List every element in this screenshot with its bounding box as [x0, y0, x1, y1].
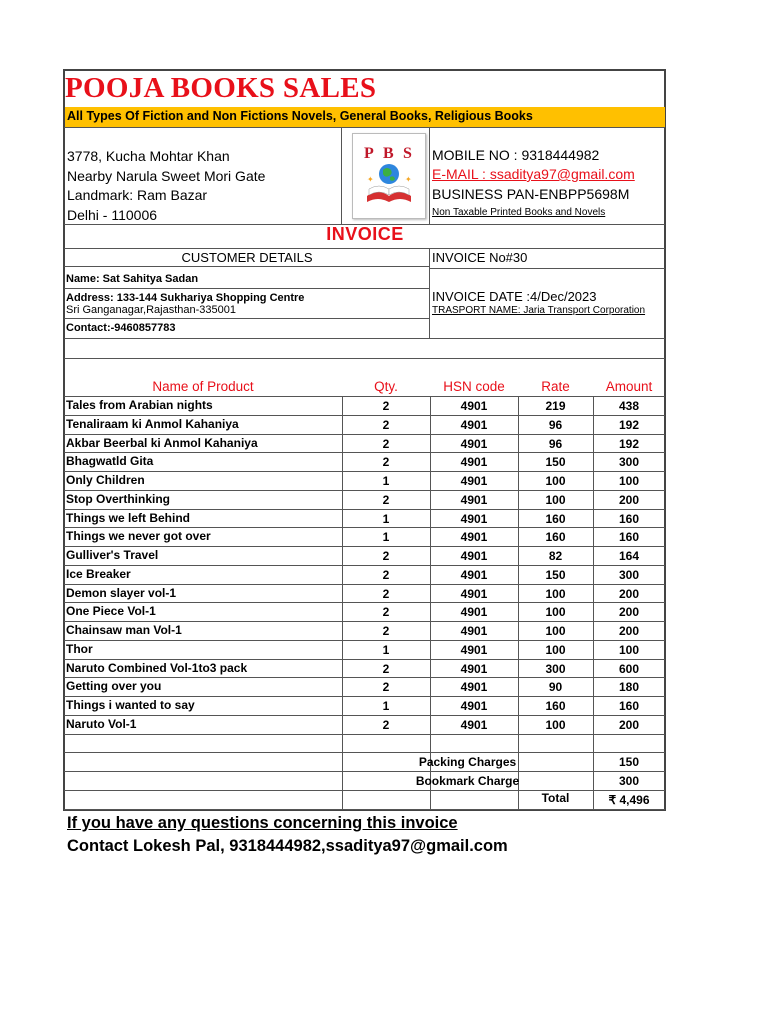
total-value: ₹ 4,496 — [608, 792, 650, 807]
product-cell: 100 — [545, 605, 566, 620]
product-cell: 100 — [545, 624, 566, 638]
product-cell: 438 — [618, 399, 640, 413]
product-cell: 150 — [545, 567, 566, 582]
footer-questions: If you have any questions concerning this invoice — [67, 814, 458, 832]
product-cell: 2 — [382, 605, 390, 620]
product-cell: 4901 — [460, 530, 488, 545]
invoice-number: INVOICE No#30 — [432, 250, 528, 265]
product-cell: 600 — [618, 661, 640, 676]
product-cell: 4901 — [460, 567, 488, 582]
product-cell: 150 — [545, 455, 566, 470]
product-cell: 100 — [545, 586, 566, 601]
customer-address-city: Sri Ganganagar,Rajasthan-335001 — [66, 304, 237, 316]
product-cell: 100 — [545, 474, 566, 488]
product-cell: 100 — [618, 474, 640, 488]
product-name: Tales from Arabian nights — [66, 398, 213, 412]
footer-contact: Contact Lokesh Pal, 9318444982,ssaditya97@gmail.com — [67, 837, 508, 855]
product-name: Chainsaw man Vol-1 — [66, 623, 182, 637]
product-cell: 180 — [618, 680, 640, 695]
product-cell: 2 — [382, 586, 390, 601]
product-cell: 100 — [545, 717, 566, 732]
product-name: Things we left Behind — [66, 510, 191, 525]
product-cell: 4901 — [460, 436, 488, 451]
product-name: Bhagwatld Gita — [66, 454, 154, 469]
product-cell: 96 — [548, 417, 563, 432]
product-cell: 2 — [382, 680, 390, 695]
product-cell: 200 — [618, 586, 640, 601]
customer-name: Name: Sat Sahitya Sadan — [66, 273, 199, 285]
product-cell: 200 — [618, 492, 640, 507]
company-address — [67, 147, 265, 225]
product-cell: 2 — [382, 717, 390, 732]
company-tagline: All Types Of Fiction and Non Fictions Novels, General Books, Religious Books — [67, 109, 533, 123]
product-name: Things we never got over — [66, 529, 211, 544]
product-name: Getting over you — [66, 679, 162, 694]
product-name: Tenaliraam ki Anmol Kahaniya — [66, 416, 239, 431]
business-pan: BUSINESS PAN-ENBPP5698M — [432, 186, 630, 202]
product-cell: 4901 — [460, 399, 488, 413]
transport-name: TRASPORT NAME: Jaria Transport Corporation — [432, 305, 646, 316]
product-name: Naruto Combined Vol-1to3 pack — [66, 660, 248, 675]
product-cell: 4901 — [460, 717, 488, 732]
product-cell: 1 — [382, 511, 390, 526]
product-cell: 4901 — [460, 586, 488, 601]
product-cell: 160 — [545, 530, 566, 545]
logo-graphic — [353, 134, 425, 218]
product-cell: 2 — [382, 455, 390, 470]
svg-text:B: B — [383, 145, 394, 162]
col-header-qty: Qty. — [374, 379, 398, 394]
product-cell: 2 — [382, 417, 390, 432]
product-cell: 160 — [618, 530, 640, 545]
col-header-amount: Amount — [605, 379, 653, 394]
address-line: Nearby Narula Sweet Mori Gate — [67, 167, 266, 184]
bookmark-label: Bookmark Charge — [415, 774, 520, 788]
product-name: Stop Overthinking — [66, 491, 171, 506]
product-cell: 4901 — [460, 661, 488, 676]
product-cell: 2 — [382, 492, 390, 507]
svg-text:✦: ✦ — [405, 175, 412, 184]
product-cell: 200 — [618, 605, 640, 620]
product-cell: 4901 — [460, 605, 488, 620]
product-cell: 4901 — [460, 549, 488, 563]
product-cell: 192 — [618, 417, 640, 432]
product-cell: 4901 — [460, 624, 488, 638]
product-cell: 96 — [548, 436, 563, 451]
product-cell: 300 — [618, 455, 640, 470]
product-cell: 200 — [618, 624, 640, 638]
product-name: One Piece Vol-1 — [66, 604, 156, 619]
svg-text:S: S — [403, 145, 412, 162]
product-name: Akbar Beerbal ki Anmol Kahaniya — [66, 435, 258, 450]
product-cell: 90 — [548, 680, 563, 695]
product-cell: 219 — [545, 399, 566, 413]
product-cell: 300 — [545, 661, 566, 676]
address-line: Landmark: Ram Bazar — [67, 187, 208, 203]
product-cell: 4901 — [460, 642, 488, 657]
product-cell: 2 — [382, 436, 390, 451]
product-cell: 4901 — [460, 511, 488, 526]
col-header-rate: Rate — [541, 379, 570, 394]
product-cell: 160 — [618, 699, 640, 713]
col-header-product: Name of Product — [152, 379, 254, 394]
product-name: Only Children — [66, 473, 145, 487]
address-line: Delhi - 110006 — [67, 206, 158, 223]
product-cell: 2 — [382, 661, 390, 676]
product-cell: 1 — [382, 530, 390, 545]
svg-text:✦: ✦ — [367, 175, 374, 184]
invoice-heading: INVOICE — [326, 224, 404, 244]
invoice-date: INVOICE DATE :4/Dec/2023 — [432, 289, 597, 304]
product-cell: 82 — [548, 549, 563, 563]
product-cell: 100 — [545, 492, 566, 507]
email-link[interactable]: E-MAIL : ssaditya97@gmail.com — [432, 166, 635, 182]
product-cell: 164 — [618, 549, 640, 563]
product-cell: 1 — [382, 474, 390, 488]
product-name: Things i wanted to say — [66, 698, 195, 712]
product-cell: 4901 — [460, 474, 488, 488]
col-header-hsn: HSN code — [443, 379, 505, 394]
product-cell: 4901 — [460, 417, 488, 432]
address-line: 3778, Kucha Mohtar Khan — [67, 148, 230, 164]
total-label: Total — [541, 790, 570, 805]
product-name: Naruto Vol-1 — [66, 716, 137, 731]
product-cell: 160 — [618, 511, 640, 526]
product-cell: 4901 — [460, 699, 488, 713]
svg-text:P: P — [364, 145, 374, 162]
product-cell: 160 — [545, 511, 566, 526]
product-name: Ice Breaker — [66, 566, 131, 581]
product-cell: 4901 — [460, 455, 488, 470]
customer-heading: CUSTOMER DETAILS — [181, 250, 313, 265]
product-cell: 2 — [382, 399, 390, 413]
customer-address: Address: 133-144 Sukhariya Shopping Centre — [66, 292, 305, 304]
product-cell: 160 — [545, 699, 566, 713]
product-cell: 300 — [618, 567, 640, 582]
product-cell: 2 — [382, 624, 390, 638]
product-name: Gulliver's Travel — [66, 548, 159, 562]
product-cell: 100 — [618, 642, 640, 657]
customer-contact: Contact:-9460857783 — [66, 322, 176, 334]
mobile-number: MOBILE NO : 9318444982 — [432, 147, 600, 163]
product-cell: 2 — [382, 549, 390, 563]
company-logo — [352, 133, 426, 219]
product-cell: 1 — [382, 642, 390, 657]
company-name: POOJA BOOKS SALES — [65, 72, 377, 104]
packing-value: 150 — [618, 755, 640, 770]
product-cell: 4901 — [460, 492, 488, 507]
product-name: Thor — [66, 641, 93, 656]
product-cell: 192 — [618, 436, 640, 451]
product-name: Demon slayer vol-1 — [66, 585, 177, 600]
product-cell: 4901 — [460, 680, 488, 695]
tax-note: Non Taxable Printed Books and Novels — [432, 207, 606, 218]
bookmark-value: 300 — [618, 774, 640, 788]
packing-label: Packing Charges — [418, 755, 517, 770]
product-cell: 2 — [382, 567, 390, 582]
product-cell: 100 — [545, 642, 566, 657]
product-cell: 1 — [382, 699, 390, 713]
product-cell: 200 — [618, 717, 640, 732]
